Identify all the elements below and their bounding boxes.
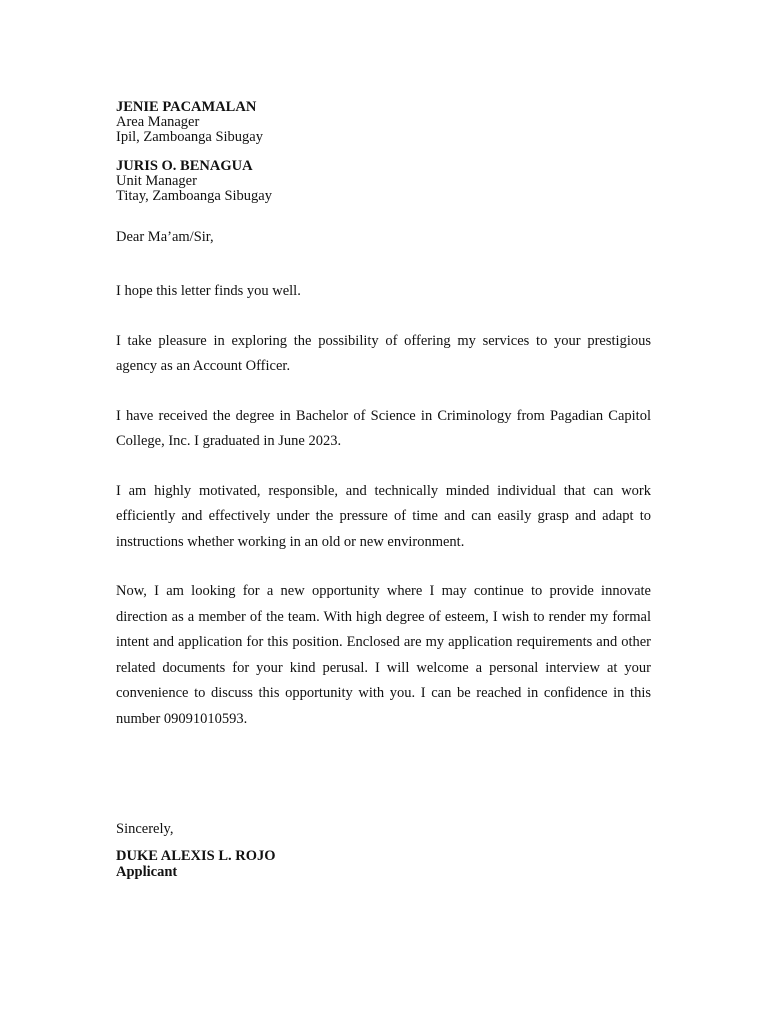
recipient-location: Titay, Zamboanga Sibugay — [116, 188, 272, 204]
recipient-name: JURIS O. BENAGUA — [116, 158, 253, 174]
recipient-block-2 — [116, 159, 651, 204]
recipient-name: JENIE PACAMALAN — [116, 99, 257, 115]
signer-role: Applicant — [116, 864, 178, 880]
recipient-location: Ipil, Zamboanga Sibugay — [116, 129, 263, 145]
recipient-title: Area Manager — [116, 114, 200, 130]
body-paragraph: I take pleasure in exploring the possibility of offering my services to your prestigious agency as an Account Officer. — [116, 332, 651, 374]
signature-block — [116, 848, 651, 880]
body-paragraph: I hope this letter finds you well. — [116, 283, 301, 299]
recipient-title: Unit Manager — [116, 173, 197, 189]
closing: Sincerely, — [116, 821, 174, 837]
letter — [116, 100, 651, 880]
body-paragraph: Now, I am looking for a new opportunity where I may continue to provide innovate direction as a member of the team. With high degree of esteem, I wish to render my formal intent and application for this position. Enclosed are my application requirements and other related documents for your kind perusal. I will welcome a personal interview at your convenience to discuss this opportunity with you. I can be reached in confidence in this number 09091010593. — [116, 583, 651, 727]
salutation: Dear Ma’am/Sir, — [116, 229, 214, 245]
body-paragraph: I have received the degree in Bachelor of Science in Criminology from Pagadian Capitol College, Inc. I graduated in June 2023. — [116, 407, 651, 449]
body-paragraph: I am highly motivated, responsible, and technically minded individual that can work efficiently and effectively under the pressure of time and can easily grasp and adapt to instructions whether working in an old or new environment. — [116, 482, 651, 550]
signer-name: DUKE ALEXIS L. ROJO — [116, 848, 276, 864]
recipient-block-1 — [116, 100, 651, 145]
